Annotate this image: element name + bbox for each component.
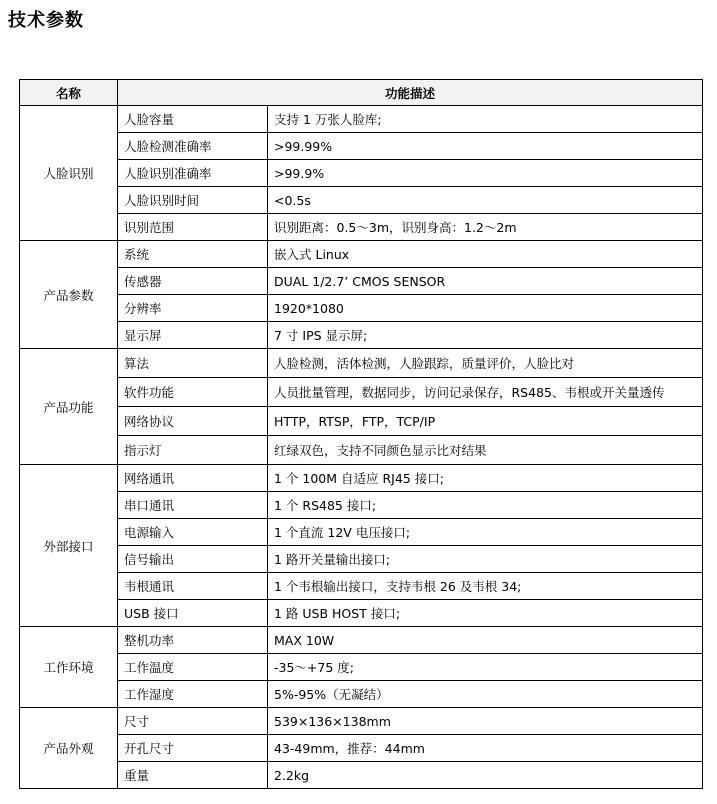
- param-name-cell: 网络通讯: [118, 465, 268, 492]
- header-name: 名称: [20, 80, 118, 106]
- group-name-cell: 工作环境: [20, 627, 118, 708]
- param-value-cell: DUAL 1/2.7’ CMOS SENSOR: [268, 268, 703, 295]
- param-name-cell: 整机功率: [118, 627, 268, 654]
- table-row: [20, 268, 703, 295]
- table-row: [20, 492, 703, 519]
- param-name-cell: 指示灯: [118, 436, 268, 465]
- param-name-cell: 算法: [118, 349, 268, 378]
- table-row: [20, 600, 703, 627]
- param-value-cell: 1 个 RS485 接口;: [268, 492, 703, 519]
- header-description: 功能描述: [118, 80, 703, 106]
- page-title: 技术参数: [8, 10, 84, 31]
- table-row: [20, 708, 703, 735]
- table-row: [20, 214, 703, 241]
- param-value-cell: MAX 10W: [268, 627, 703, 654]
- param-value-cell: 2.2kg: [268, 762, 703, 789]
- param-name-cell: 重量: [118, 762, 268, 789]
- param-name-cell: 尺寸: [118, 708, 268, 735]
- param-value-cell: 人员批量管理，数据同步，访问记录保存，RS485、韦根或开关量透传: [268, 378, 703, 407]
- param-value-cell: 1 路开关量输出接口;: [268, 546, 703, 573]
- param-name-cell: 工作湿度: [118, 681, 268, 708]
- param-name-cell: 串口通讯: [118, 492, 268, 519]
- table-row: [20, 735, 703, 762]
- table-row: [20, 546, 703, 573]
- param-value-cell: 1 个韦根输出接口，支持韦根 26 及韦根 34;: [268, 573, 703, 600]
- group-name-cell: 人脸识别: [20, 106, 118, 241]
- table-row: [20, 762, 703, 789]
- param-value-cell: 43-49mm，推荐：44mm: [268, 735, 703, 762]
- table-row: [20, 654, 703, 681]
- param-name-cell: USB 接口: [118, 600, 268, 627]
- table-row: [20, 436, 703, 465]
- param-name-cell: 人脸检测准确率: [118, 133, 268, 160]
- spec-table: [19, 79, 703, 789]
- param-name-cell: 工作温度: [118, 654, 268, 681]
- param-value-cell: 5%-95%（无凝结）: [268, 681, 703, 708]
- param-name-cell: 人脸容量: [118, 106, 268, 133]
- param-value-cell: 识别距离：0.5～3m，识别身高：1.2～2m: [268, 214, 703, 241]
- table-row: [20, 106, 703, 133]
- param-name-cell: 人脸识别时间: [118, 187, 268, 214]
- spec-table-body: [20, 106, 703, 789]
- table-row: [20, 133, 703, 160]
- param-name-cell: 系统: [118, 241, 268, 268]
- table-row: [20, 322, 703, 349]
- param-name-cell: 韦根通讯: [118, 573, 268, 600]
- param-value-cell: 人脸检测，活体检测，人脸跟踪，质量评价，人脸比对: [268, 349, 703, 378]
- param-name-cell: 显示屏: [118, 322, 268, 349]
- table-row: [20, 241, 703, 268]
- param-value-cell: 1 个 100M 自适应 RJ45 接口;: [268, 465, 703, 492]
- param-value-cell: 1 个直流 12V 电压接口;: [268, 519, 703, 546]
- param-value-cell: 539×136×138mm: [268, 708, 703, 735]
- table-row: [20, 187, 703, 214]
- param-value-cell: 1920*1080: [268, 295, 703, 322]
- param-name-cell: 开孔尺寸: [118, 735, 268, 762]
- param-name-cell: 信号输出: [118, 546, 268, 573]
- group-name-cell: 产品外观: [20, 708, 118, 789]
- table-row: [20, 349, 703, 378]
- param-name-cell: 人脸识别准确率: [118, 160, 268, 187]
- group-name-cell: 产品功能: [20, 349, 118, 465]
- param-value-cell: HTTP，RTSP，FTP，TCP/IP: [268, 407, 703, 436]
- group-name-cell: 产品参数: [20, 241, 118, 349]
- param-value-cell: -35～+75 度;: [268, 654, 703, 681]
- param-value-cell: 7 寸 IPS 显示屏;: [268, 322, 703, 349]
- table-row: [20, 519, 703, 546]
- table-row: [20, 378, 703, 407]
- table-header-row: [20, 80, 703, 106]
- table-row: [20, 295, 703, 322]
- param-name-cell: 电源输入: [118, 519, 268, 546]
- table-row: [20, 627, 703, 654]
- param-value-cell: <0.5s: [268, 187, 703, 214]
- table-row: [20, 465, 703, 492]
- param-value-cell: 1 路 USB HOST 接口;: [268, 600, 703, 627]
- table-row: [20, 681, 703, 708]
- table-row: [20, 160, 703, 187]
- group-name-cell: 外部接口: [20, 465, 118, 627]
- param-name-cell: 识别范围: [118, 214, 268, 241]
- table-row: [20, 573, 703, 600]
- param-name-cell: 分辨率: [118, 295, 268, 322]
- param-value-cell: 支持 1 万张人脸库;: [268, 106, 703, 133]
- param-name-cell: 软件功能: [118, 378, 268, 407]
- table-row: [20, 407, 703, 436]
- param-name-cell: 网络协议: [118, 407, 268, 436]
- param-name-cell: 传感器: [118, 268, 268, 295]
- param-value-cell: 红绿双色，支持不同颜色显示比对结果: [268, 436, 703, 465]
- param-value-cell: >99.99%: [268, 133, 703, 160]
- param-value-cell: 嵌入式 Linux: [268, 241, 703, 268]
- param-value-cell: >99.9%: [268, 160, 703, 187]
